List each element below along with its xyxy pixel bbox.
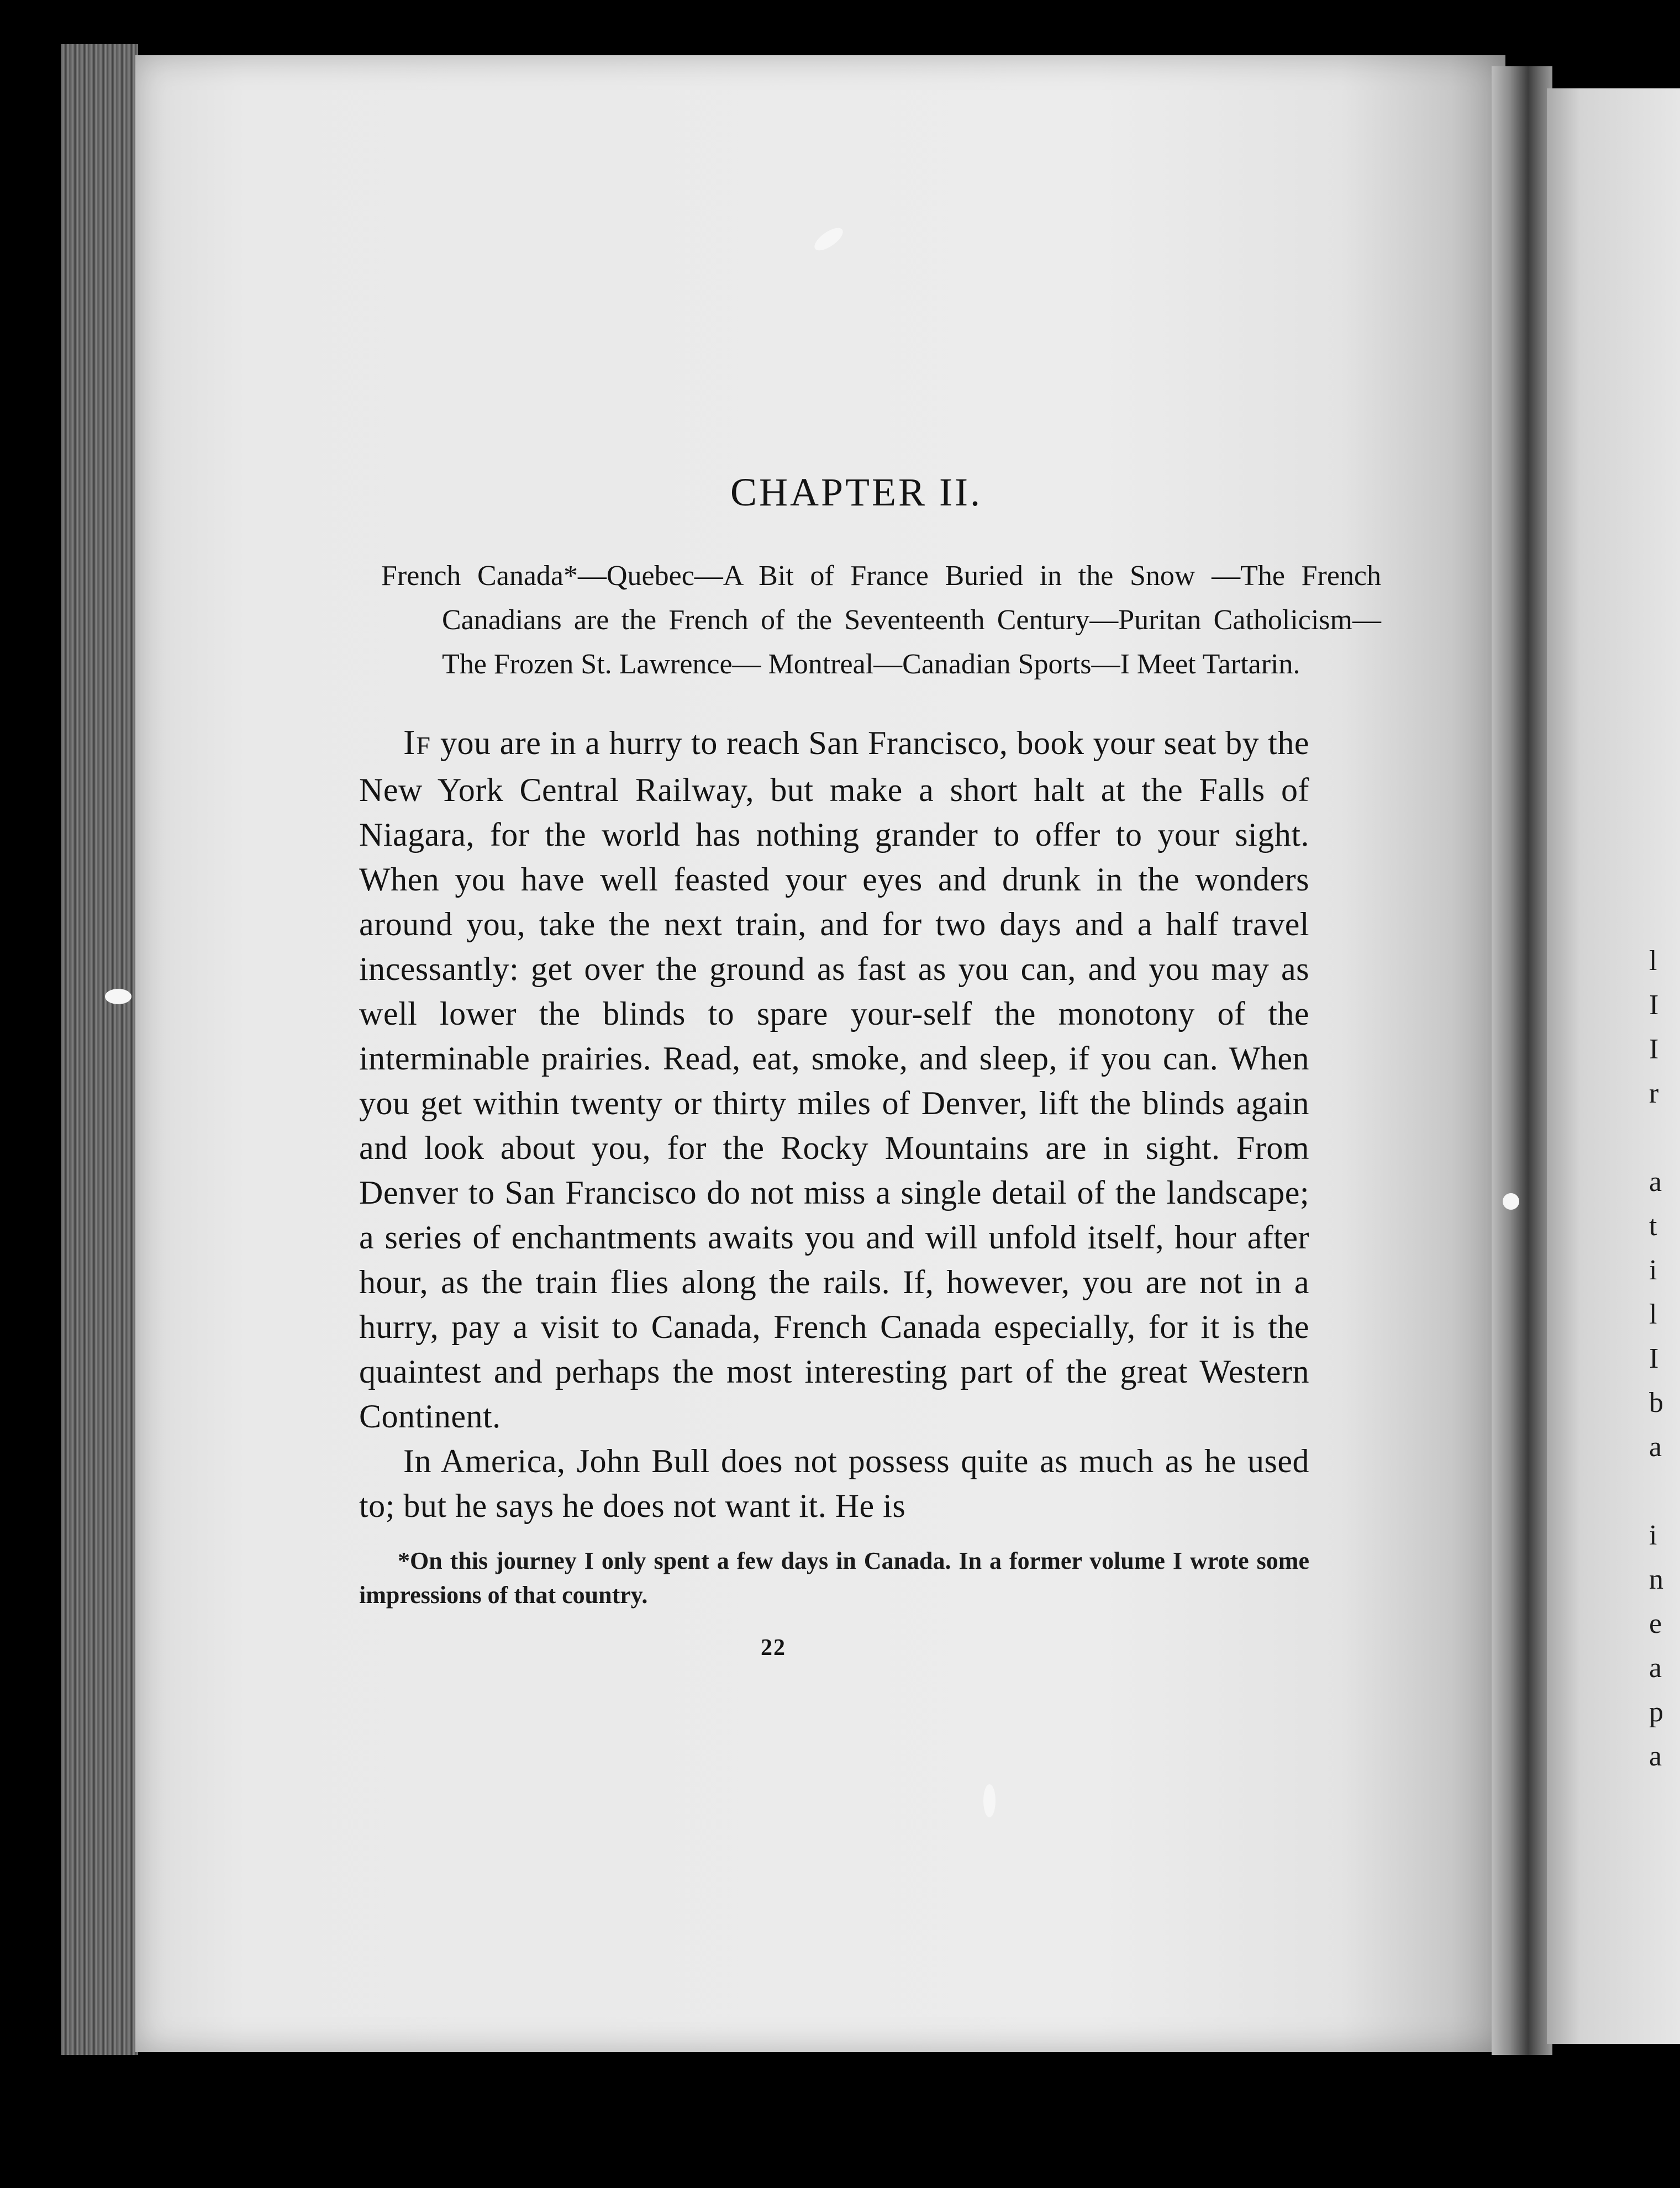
facing-page-fragment: i — [1649, 1520, 1657, 1551]
facing-page-fragment: a — [1649, 1652, 1662, 1684]
initial-letter: I — [403, 723, 417, 762]
facing-page-fragment: b — [1649, 1387, 1663, 1419]
dust-speck — [983, 1784, 996, 1817]
facing-page-fragment: e — [1649, 1608, 1662, 1639]
facing-page-fragment: I — [1649, 1343, 1659, 1374]
footnote: *On this journey I only spent a few days in Canada. In a former volume I wrote some impressions of that country. — [359, 1547, 1309, 1609]
initial-small-caps: F — [416, 731, 431, 760]
page-content — [359, 470, 1381, 1661]
facing-page-text-fragments — [1649, 939, 1680, 1779]
facing-page-fragment — [1649, 1116, 1680, 1160]
facing-page-fragment: t — [1649, 1210, 1657, 1242]
chapter-title: CHAPTER II. — [730, 470, 982, 514]
facing-page-fragment — [1649, 1469, 1680, 1514]
facing-page-fragment: I — [1649, 989, 1659, 1021]
page-number: 22 — [761, 1635, 786, 1660]
book-page-edges — [61, 44, 138, 2055]
dust-speck — [1503, 1193, 1519, 1210]
dust-speck — [105, 989, 131, 1004]
facing-page-fragment: n — [1649, 1564, 1663, 1595]
chapter-synopsis: French Canada*—Quebec—A Bit of France Buried in the Snow —The French Canadians are the French of the Seventeenth Century—Puritan Catholicism—The Frozen St. Lawrence— Montreal—Canadian Sports—I Meet Tartarin. — [381, 560, 1381, 680]
body-text — [359, 720, 1309, 1528]
facing-page-fragment: a — [1649, 1431, 1662, 1463]
book-gutter — [1492, 66, 1552, 2055]
facing-page-fragment: i — [1649, 1254, 1657, 1286]
paragraph-2: In America, John Bull does not possess quite as much as he used to; but he says he does not want it. He is — [359, 1443, 1309, 1524]
paragraph-1-text: you are in a hurry to reach San Francisco, book your seat by the New York Central Railway, but make a short halt at the Falls of Niagara, for the world has nothing grander to offer to your sight. When you have well feasted your eyes and drunk in the wonders around you, take the next train, and for two days and a half travel incessantly: get over the ground as fast as you can, and you may as well lower the blinds to spare your-self the monotony of the interminable prairies. Read, eat, smoke, and sleep, if you can. When you get within twenty or thirty miles of Denver, lift the blinds again and look about you, for the Rocky Mountains are in sight. From Denver to San Francisco do not miss a single detail of the landscape; a series of enchantments awaits you and will unfold itself, hour after hour, as the train flies along the rails. If, however, you are not in a hurry, pay a visit to Canada, French Canada especially, for it is the quaintest and perhaps the most interesting part of the great Western Continent. — [359, 725, 1309, 1435]
facing-page-fragment: I — [1649, 1034, 1659, 1065]
facing-page-fragment: a — [1649, 1166, 1662, 1198]
facing-page-fragment: p — [1649, 1696, 1663, 1728]
facing-page-fragment: a — [1649, 1741, 1662, 1772]
facing-page-fragment: l — [1649, 1299, 1657, 1330]
facing-page-fragment: l — [1649, 945, 1657, 977]
paragraph-1 — [359, 720, 1309, 1439]
facing-page-fragment: r — [1649, 1078, 1659, 1109]
